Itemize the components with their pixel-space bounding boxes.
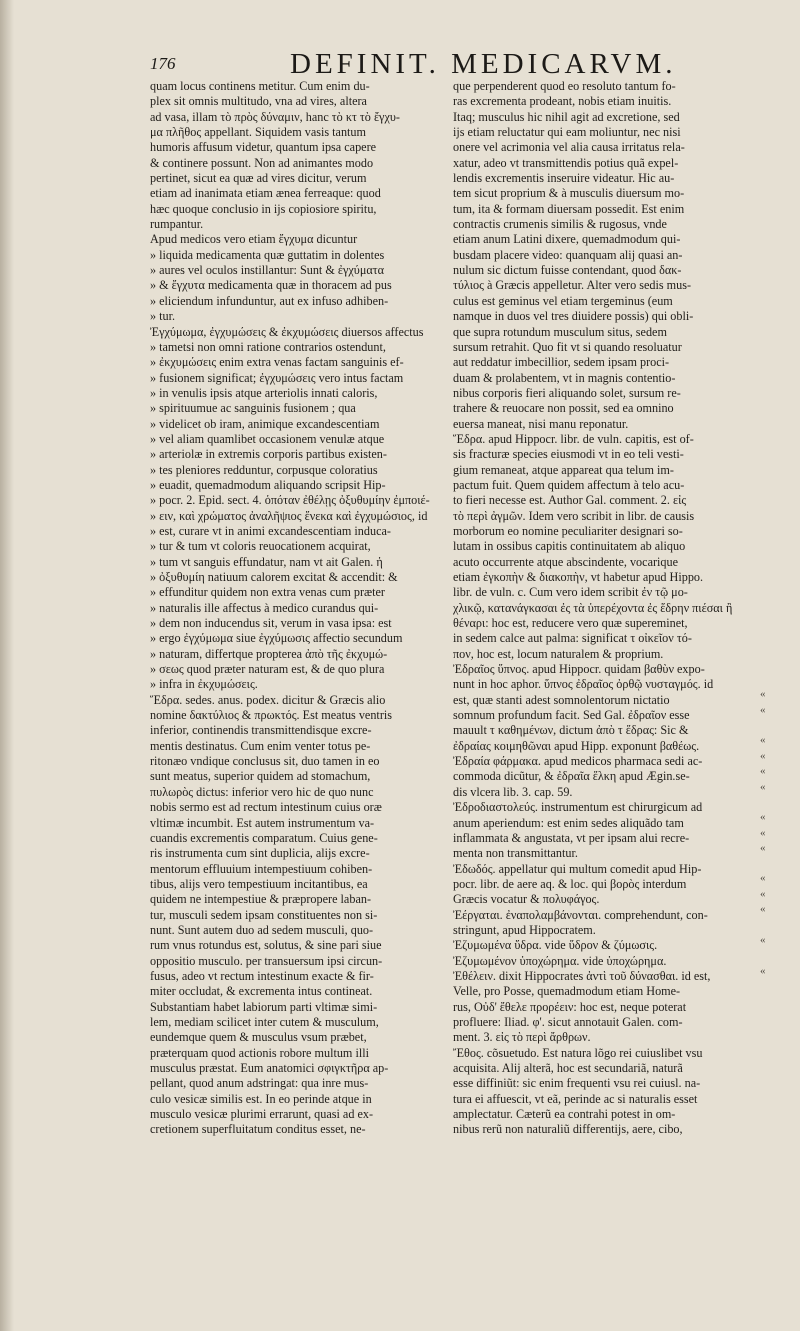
left-column-line: » arteriolæ in extremis corporis partibus existen-: [150, 447, 387, 462]
left-column-line: mentorum effluuium intempestiuum cohiben-: [150, 861, 373, 876]
right-column-line: lendis excrementis inseruire videatur. Hic au-: [453, 171, 675, 186]
right-column-line: trahere & reuocare non possit, sed ea omnino: [453, 401, 674, 416]
right-column-line: est, quæ stanti adest somnolentorum nictatio: [453, 692, 670, 707]
right-column-line: inflammata & angustata, vt per ipsam alui recre-: [453, 830, 690, 845]
left-column-line: » effunditur quidem non extra venas cum præter: [150, 585, 385, 600]
left-column-line: plex sit omnis multitudo, vna ad vires, altera: [150, 94, 367, 109]
left-column-line: tur, musculi sedem ipsam constituentes non si-: [150, 907, 378, 922]
right-column-line: busdam placere video: quanquam alij quasi an-: [453, 247, 683, 262]
left-column-line: » ειν, καὶ χρώματος ἀναλῆψιος ἕνεκα καὶ ἐγχυμώσιος, id: [150, 508, 428, 523]
margin-quote-mark: «: [760, 688, 766, 700]
left-column-line: pertinet, sicut ea quæ ad vires dicitur, verum: [150, 171, 367, 186]
right-column-line: esse diffiniũt: sic enim frequenti vsu rei cuiusl. na-: [453, 1076, 701, 1091]
left-column-line: etiam ad inanimata etiam ænea ferreaque: quod: [150, 186, 381, 201]
right-column-line: tum, ita & formam diuersam possedit. Est enim: [453, 201, 685, 216]
right-column-line: ἐδραίας κοιμηθῶναι apud Hipp. exponunt βαθέως.: [453, 738, 700, 753]
running-head: DEFINIT. MEDICARVM.: [290, 48, 677, 80]
left-column-line: » liquida medicamenta quæ guttatim in dolentes: [150, 247, 385, 262]
left-column: [150, 79, 448, 1138]
right-column-line: Ἐδροδιαστολεύς. instrumentum est chirurgicum ad: [453, 800, 703, 815]
left-column-line: Substantiam habet labiorum parti vltimæ simi-: [150, 999, 378, 1014]
left-column-line: » tes pleniores redduntur, corpusque coloratius: [150, 462, 378, 477]
right-column-line: Velle, pro Posse, quemadmodum etiam Home-: [453, 984, 681, 999]
left-column-line: eundemque quem & musculus vsum præbet,: [150, 1030, 367, 1045]
right-column-line: morborum eo nomine peculiariter designari so-: [453, 523, 683, 538]
page-gutter-shadow: [0, 0, 14, 1331]
right-column-line: xatur, adeo vt transmittendis potius quã expel-: [453, 155, 679, 170]
margin-quote-mark: «: [760, 934, 766, 946]
right-column-line: Itaq; musculus hic nihil agit ad excretione, sed: [453, 109, 680, 124]
right-column-line: pactum fuit. Quem quidem affectum à telo acu-: [453, 477, 685, 492]
right-column-line: Ἕδρα. apud Hippocr. libr. de vuln. capitis, est of-: [453, 431, 694, 446]
left-column-line: » naturalis ille affectus à medico curandus qui-: [150, 600, 379, 615]
right-column-line: etiam ἐγκοπὴν & διακοπὴν, vt habetur apud Hippo.: [453, 570, 704, 584]
left-column-line: quam locus continens metitur. Cum enim du-: [150, 79, 370, 93]
right-column-line: mauult τ καθημένων, dictum ἀπὸ τ ἕδρας: Sic &: [453, 723, 689, 738]
right-column-line: amplectatur. Cæterũ ea contrahi potest in om-: [453, 1107, 676, 1122]
left-column-line: » in venulis ipsis atque arteriolis innati caloris,: [150, 385, 378, 400]
right-column-line: culus est geminus vel etiam tergeminus (eum: [453, 293, 673, 308]
right-column-line: anum aperiendum: est enim sedes aliquãdo tam: [453, 815, 684, 830]
left-column-line: ritonæo vndique conclusus sit, duo tamen in eo: [150, 754, 380, 769]
right-column-line: Ἐδωδός. appellatur qui multum comedit apud Hip-: [453, 861, 702, 876]
left-column-line: inferior, continendis transmittendisque excre-: [150, 723, 372, 738]
left-column-line: rum vnus rotundus est, solutus, & sine pari siue: [150, 938, 382, 953]
left-column-line: » videlicet ob iram, animique excandescentiam: [150, 416, 380, 431]
right-column-line: ijs etiam reluctatur qui eam moliuntur, nec nisi: [453, 125, 681, 140]
left-column-line: πυλωρὸς dictus: inferior vero hic de quo nunc: [150, 784, 374, 799]
left-column-line: Apud medicos vero etiam ἔγχυμα dicuntur: [150, 232, 358, 247]
margin-quote-mark: «: [760, 903, 766, 915]
left-column-line: » tur.: [150, 309, 176, 324]
left-column-line: cretionem superfluitatum conditus esset, ne-: [150, 1122, 366, 1137]
right-column-line: Græcis vocatur & πολυφάγος.: [453, 892, 600, 907]
left-column-line: Ἕδρα. sedes. anus. podex. dicitur & Græcis alio: [150, 692, 386, 707]
left-column-line: ris instrumenta cum sint duplicia, alijs excre-: [150, 846, 370, 861]
left-column-line: » dem non inducendus sit, verum in vasa ipsa: est: [150, 616, 392, 631]
right-column-line: ras excrementa prodeant, nobis etiam inuitis.: [453, 94, 672, 109]
left-column-line: nobis sermo est ad rectum intestinum cuius oræ: [150, 800, 382, 815]
left-column-line: » spirituumue ac sanguinis fusionem ; qua: [150, 401, 356, 416]
right-column-line: onere vel acrimonia vel alia causa irritatus rela-: [453, 140, 685, 155]
right-column-line: Ἔθος. cõsuetudo. Est natura lõgo rei cuiuslibet vsu: [453, 1045, 703, 1060]
right-column-line: nunt in hoc aphor. ὕπνος ἐδραῖος ὀρθῷ νυσταγμός. id: [453, 677, 714, 692]
margin-quote-mark: «: [760, 750, 766, 762]
right-column-line: nibus rerũ non naturaliũ differentijs, aere, cibo,: [453, 1122, 683, 1137]
right-column-line: que supra rotundum musculum situs, sedem: [453, 324, 667, 339]
left-column-line: » pocr. 2. Epid. sect. 4. ὁπόταν ἐθέλῃς ὀξυθυμίην ἐμποιέ-: [150, 493, 430, 508]
left-column-line: » σεως quod præter naturam est, & de quo plura: [150, 662, 385, 677]
right-column-line: profluere: Iliad. φ'. sicut annotauit Galen. com-: [453, 1014, 683, 1029]
page-header: [150, 48, 770, 82]
right-column-line: Ἐδραῖος ὕπνος. apud Hippocr. quidam βαθὺν expo-: [453, 662, 705, 677]
left-column-line: ad vasa, illam τὸ πρὸς δύναμιν, hanc τὸ κτ τὸ ἔγχυ-: [150, 109, 400, 124]
right-column-line: commoda dicũtur, & ἐδραῖα ἕλκη apud Ægin.se-: [453, 769, 690, 784]
left-column-line: sunt meatus, superior quidem ad stomachum,: [150, 769, 371, 784]
right-column-line: somnum profundum facit. Sed Gal. ἐδραῖον esse: [453, 708, 690, 723]
right-column-line: lutam in ossibus capitis continuitatem ab aliquo: [453, 539, 686, 554]
right-column-line: etiam anum Latini dixere, quemadmodum qui-: [453, 232, 681, 247]
right-column-line: Ἐθέλειν. dixit Hippocrates ἀντὶ τοῦ δύνασθαι. id est,: [453, 968, 711, 983]
left-column-line: » ὀξυθυμίη natiuum calorem excitat & accendit: &: [150, 570, 398, 584]
right-column-line: tem sicut proprium & à musculis diuersum mo-: [453, 186, 685, 201]
left-column-line: & continere possunt. Non ad animantes modo: [150, 155, 374, 170]
right-column-line: euersa maneat, nisi manu reponatur.: [453, 416, 629, 431]
margin-quote-mark: «: [760, 734, 766, 746]
right-column-line: menta non transmittantur.: [453, 846, 578, 861]
left-column-line: » tametsi non omni ratione contrarios ostendunt,: [150, 339, 386, 354]
left-column-line: oppositio musculo. per transuersum ipsi circun-: [150, 953, 383, 968]
left-column-line: rumpantur.: [150, 217, 204, 232]
right-column-line: acquisita. Alij alterã, hoc est secundariã, naturã: [453, 1061, 683, 1075]
left-column-line: » aures vel oculos instillantur: Sunt & ἐγχύματα: [150, 263, 385, 278]
right-column-line: ment. 3. εἰς τὸ περὶ ἄρθρων.: [453, 1030, 591, 1045]
left-column-line: cuandis excrementis comparatum. Cuius gene-: [150, 830, 378, 845]
right-column-line: to fieri necesse est. Author Gal. comment. 2. εἰς: [453, 493, 687, 508]
right-column-line: contractis crumenis similis & rugosus, vnde: [453, 217, 667, 232]
left-column-line: » ergo ἐγχύμωμα siue ἐγχύμωσις affectio secundum: [150, 631, 403, 646]
right-column-line: Ἐέργαται. ἐναπολαμβάνονται. comprehendunt, con-: [453, 907, 708, 922]
left-column-line: » ἐκχυμώσεις enim extra venas factam sanguinis ef-: [150, 355, 404, 370]
right-column-line: sis fracturæ species eiusmodi vt in eo teli vesti-: [453, 447, 684, 462]
right-column-line: acuto occurrente atque abscindente, vocarique: [453, 554, 679, 569]
left-column-line: μα πλῆθος appellant. Siquidem vasis tantum: [150, 125, 367, 140]
right-column-line: dis vlcera lib. 3. cap. 59.: [453, 784, 573, 799]
margin-quote-mark: «: [760, 827, 766, 839]
left-column-line: fusus, adeo vt rectum intestinum exacte & fir-: [150, 968, 374, 983]
left-column-line: mentis destinatus. Cum enim venter totus pe-: [150, 738, 371, 753]
left-column-line: » infra in ἐκχυμώσεις.: [150, 677, 258, 692]
right-column-line: θέναρι: hoc est, reducere vero quæ supereminet,: [453, 616, 688, 631]
left-column-line: musculo vesicæ plurimi errarunt, quasi ad ex-: [150, 1107, 374, 1122]
margin-quote-mark: «: [760, 888, 766, 900]
margin-quote-mark: «: [760, 965, 766, 977]
page-number: 176: [150, 54, 176, 73]
left-column-line: » & ἔγχυτα medicamenta quæ in thoracem ad pus: [150, 278, 392, 293]
right-column-line: gium remaneat, atque appareat qua telum im-: [453, 462, 674, 477]
left-column-line: vltimæ incumbit. Est autem instrumentum va-: [150, 815, 375, 830]
right-column-line: χλικῷ, κατανάγκασαι ἐς τὰ ὑπερέχοντα ἐς ἕδρην πιέσαι ἢ: [453, 600, 733, 615]
left-column-line: nunt. Sunt autem duo ad sedem musculi, quo-: [150, 922, 374, 937]
left-column-line: tibus, alijs vero tempestiuum incitantibus, ea: [150, 876, 368, 891]
left-column-line: » vel aliam quamlibet occasionem venulæ atque: [150, 431, 385, 446]
margin-quote-mark: «: [760, 811, 766, 823]
left-column-line: musculus præstat. Eum anatomici σφιγκτῆρα ap-: [150, 1061, 389, 1075]
left-column-line: Ἐγχύμωμα, ἐγχυμώσεις & ἐκχυμώσεις diuersos affectus: [150, 324, 424, 339]
right-column: [453, 79, 756, 1138]
margin-quote-mark: «: [760, 704, 766, 716]
right-column-line: duam & prolabentem, vt in magnis contentio-: [453, 370, 676, 385]
left-column-line: » euadit, quemadmodum aliquando scripsit Hip-: [150, 477, 386, 492]
left-column-line: culo vesicæ similis est. In eo perinde atque in: [150, 1091, 372, 1106]
right-column-line: libr. de vuln. c. Cum vero idem scribit ἐν τῷ μο-: [453, 585, 688, 600]
margin-quote-mark: «: [760, 842, 766, 854]
left-column-line: quidem ne intempestiue & præpropere laban-: [150, 892, 371, 907]
left-column-line: nomine δακτύλιος & πρωκτός. Est meatus ventris: [150, 708, 393, 723]
margin-quote-mark: «: [760, 765, 766, 777]
right-column-line: Ἐζυμωμένα ὕδρα. vide ὕδρον & ζύμωσις.: [453, 938, 658, 953]
right-column-line: Ἐδραία φάρμακα. apud medicos pharmaca sedi ac-: [453, 754, 703, 769]
left-column-line: » eliciendum infunduntur, aut ex infuso adhiben-: [150, 293, 389, 308]
right-column-line: nulum sic dictum fuisse contendant, quod δακ-: [453, 263, 682, 278]
right-column-line: namque in duos vel tres diuidere possis) qui obli-: [453, 309, 694, 324]
margin-quote-mark: «: [760, 872, 766, 884]
left-column-line: » est, curare vt in animi excandescentiam induca-: [150, 523, 391, 538]
left-column-line: præterquam quod actionis robore multum illi: [150, 1045, 370, 1060]
left-column-line: miter occludat, & excrementa intus contineat.: [150, 984, 373, 999]
right-column-line: que perpenderent quod eo resoluto tantum fo-: [453, 79, 676, 93]
right-column-line: in sedem calce aut palma: significat τ οἰκεῖον τό-: [453, 631, 692, 646]
right-column-line: nibus corporis fieri aliquando solet, sursum re-: [453, 385, 681, 400]
left-column-line: pellant, quod anum adstringat: qua inre mus-: [150, 1076, 369, 1091]
right-column-line: πον, hoc est, locum naturalem & proprium.: [453, 646, 664, 661]
right-column-line: tura ei affuescit, vt eã, perinde ac si naturalis esset: [453, 1091, 698, 1106]
right-column-line: sursum retrahit. Quo fit vt si quando resoluatur: [453, 339, 682, 354]
margin-quote-mark: «: [760, 781, 766, 793]
left-column-line: » naturam, differtque propterea ἀπὸ τῆς ἐκχυμώ-: [150, 646, 388, 661]
right-column-line: pocr. libr. de aere aq. & loc. qui βορὸς interdum: [453, 876, 687, 891]
left-column-line: » tum vt sanguis effundatur, nam vt ait Galen. ἡ: [150, 554, 383, 569]
right-column-line: Ἐζυμωμένον ὑποχώρημα. vide ὑποχώρημα.: [453, 953, 667, 968]
left-column-line: humoris affusum videtur, quantum ipsa capere: [150, 140, 377, 155]
left-column-line: » fusionem significat; ἐγχυμώσεις vero intus factam: [150, 370, 404, 385]
right-column-line: τύλιος à Græcis appelletur. Alter vero sedis mus-: [453, 278, 692, 293]
left-column-line: hæc quoque conclusio in ijs copiosiore spiritu,: [150, 201, 377, 216]
right-column-line: rus, Οὐδ' ἔθελε προρέειν: hoc est, neque poterat: [453, 999, 687, 1014]
left-column-line: lem, mediam scilicet inter cutem & musculum,: [150, 1014, 379, 1029]
left-column-line: » tur & tum vt coloris reuocationem acquirat,: [150, 539, 371, 554]
right-column-line: τὸ περὶ ἀγμῶν. Idem vero scribit in libr. de causis: [453, 508, 695, 523]
right-column-line: stringunt, apud Hippocratem.: [453, 922, 596, 937]
right-column-line: aut reddatur imbecillior, sedem ipsam proci-: [453, 355, 670, 370]
